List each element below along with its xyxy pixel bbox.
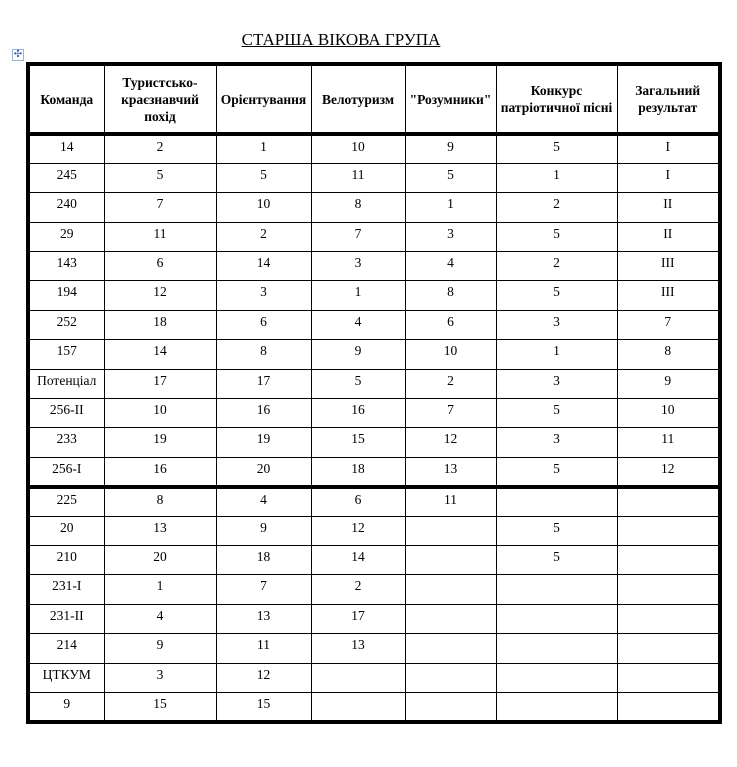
cell-orienteering: 18 (216, 545, 311, 574)
cell-song-contest: 2 (496, 193, 617, 222)
cell-team: 20 (28, 516, 104, 545)
cell-song-contest: 1 (496, 340, 617, 369)
cell-overall: 8 (617, 340, 720, 369)
cell-hike: 1 (104, 575, 216, 604)
cell-hike: 3 (104, 663, 216, 692)
cell-cycling: 18 (311, 457, 405, 486)
cell-cycling: 15 (311, 428, 405, 457)
cell-song-contest: 5 (496, 457, 617, 486)
cell-hike: 9 (104, 634, 216, 663)
cell-overall: II (617, 222, 720, 251)
cell-orienteering: 1 (216, 134, 311, 163)
cell-cycling: 13 (311, 634, 405, 663)
cell-song-contest (496, 604, 617, 633)
table-row (28, 575, 720, 604)
header-row (28, 64, 720, 134)
cell-team: Потенціал (28, 369, 104, 398)
cell-orienteering: 10 (216, 193, 311, 222)
cell-overall (617, 487, 720, 516)
cell-overall: I (617, 134, 720, 163)
cell-quiz (405, 545, 496, 574)
cell-overall: II (617, 193, 720, 222)
cell-song-contest (496, 487, 617, 516)
cell-cycling: 6 (311, 487, 405, 516)
cell-cycling: 17 (311, 604, 405, 633)
header-cycling: Велотуризм (311, 64, 405, 134)
cell-quiz: 12 (405, 428, 496, 457)
cell-team: 233 (28, 428, 104, 457)
cell-quiz: 5 (405, 163, 496, 192)
cell-hike: 8 (104, 487, 216, 516)
cell-hike: 17 (104, 369, 216, 398)
table-row (28, 516, 720, 545)
table-row (28, 545, 720, 574)
cell-song-contest (496, 634, 617, 663)
cell-song-contest: 3 (496, 369, 617, 398)
cell-orienteering: 8 (216, 340, 311, 369)
cell-quiz: 7 (405, 399, 496, 428)
cell-hike: 10 (104, 399, 216, 428)
table-row (28, 487, 720, 516)
cell-overall (617, 692, 720, 721)
cell-quiz: 9 (405, 134, 496, 163)
cell-overall (617, 575, 720, 604)
table-row (28, 428, 720, 457)
header-team: Команда (28, 64, 104, 134)
cell-orienteering: 2 (216, 222, 311, 251)
cell-orienteering: 11 (216, 634, 311, 663)
cell-hike: 16 (104, 457, 216, 486)
cell-hike: 2 (104, 134, 216, 163)
cell-overall: III (617, 252, 720, 281)
cell-hike: 18 (104, 310, 216, 339)
cell-hike: 12 (104, 281, 216, 310)
table-row (28, 399, 720, 428)
cell-team: 194 (28, 281, 104, 310)
cell-cycling: 2 (311, 575, 405, 604)
cell-team: 256-II (28, 399, 104, 428)
cell-orienteering: 7 (216, 575, 311, 604)
cell-quiz: 11 (405, 487, 496, 516)
cell-team: 157 (28, 340, 104, 369)
cell-cycling: 12 (311, 516, 405, 545)
cell-team: ЦТКУМ (28, 663, 104, 692)
cell-hike: 6 (104, 252, 216, 281)
table-row (28, 369, 720, 398)
table-row (28, 663, 720, 692)
cell-cycling: 11 (311, 163, 405, 192)
cell-cycling: 9 (311, 340, 405, 369)
cell-song-contest: 3 (496, 310, 617, 339)
cell-hike: 4 (104, 604, 216, 633)
cell-quiz: 6 (405, 310, 496, 339)
cell-team: 252 (28, 310, 104, 339)
cell-orienteering: 14 (216, 252, 311, 281)
cell-orienteering: 12 (216, 663, 311, 692)
header-overall: Загальний результат (617, 64, 720, 134)
cell-song-contest (496, 692, 617, 721)
cell-hike: 19 (104, 428, 216, 457)
header-quiz: "Розумники" (405, 64, 496, 134)
table-row (28, 134, 720, 163)
cell-song-contest (496, 575, 617, 604)
cell-orienteering: 6 (216, 310, 311, 339)
cell-quiz: 8 (405, 281, 496, 310)
cell-orienteering: 19 (216, 428, 311, 457)
cell-overall: III (617, 281, 720, 310)
cell-cycling (311, 663, 405, 692)
cell-hike: 7 (104, 193, 216, 222)
cell-overall (617, 545, 720, 574)
cell-quiz: 3 (405, 222, 496, 251)
cell-team: 210 (28, 545, 104, 574)
cell-hike: 15 (104, 692, 216, 721)
cell-hike: 20 (104, 545, 216, 574)
cell-overall: 12 (617, 457, 720, 486)
table-body (28, 134, 720, 722)
cell-quiz (405, 692, 496, 721)
cell-orienteering: 16 (216, 399, 311, 428)
move-cross-icon[interactable]: ✣ (13, 49, 23, 60)
cell-overall (617, 634, 720, 663)
cell-team: 29 (28, 222, 104, 251)
cell-team: 240 (28, 193, 104, 222)
cell-team: 14 (28, 134, 104, 163)
cell-orienteering: 3 (216, 281, 311, 310)
cell-quiz: 1 (405, 193, 496, 222)
cell-song-contest: 5 (496, 516, 617, 545)
cell-song-contest: 5 (496, 545, 617, 574)
cell-cycling: 3 (311, 252, 405, 281)
cell-song-contest: 3 (496, 428, 617, 457)
cell-cycling: 16 (311, 399, 405, 428)
cell-cycling: 7 (311, 222, 405, 251)
cell-orienteering: 13 (216, 604, 311, 633)
cell-overall: 9 (617, 369, 720, 398)
cell-team: 214 (28, 634, 104, 663)
cell-team: 231-II (28, 604, 104, 633)
document-title: СТАРША ВІКОВА ГРУПА (241, 30, 441, 49)
cell-overall: 7 (617, 310, 720, 339)
table-row (28, 163, 720, 192)
cell-cycling: 14 (311, 545, 405, 574)
cell-song-contest (496, 663, 617, 692)
cell-quiz: 4 (405, 252, 496, 281)
table-row (28, 340, 720, 369)
cell-cycling: 5 (311, 369, 405, 398)
cell-hike: 14 (104, 340, 216, 369)
cell-overall (617, 663, 720, 692)
cell-team: 9 (28, 692, 104, 721)
cell-cycling: 8 (311, 193, 405, 222)
cell-orienteering: 20 (216, 457, 311, 486)
header-hike: Туристсько-краєзнавчий похід (104, 64, 216, 134)
header-song-contest: Конкурс патріотичної пісні (496, 64, 617, 134)
cell-team: 256-I (28, 457, 104, 486)
cell-song-contest: 5 (496, 222, 617, 251)
table-row (28, 604, 720, 633)
cell-song-contest: 1 (496, 163, 617, 192)
table-row (28, 193, 720, 222)
cell-song-contest: 2 (496, 252, 617, 281)
cell-song-contest: 5 (496, 399, 617, 428)
cell-cycling (311, 692, 405, 721)
table-row (28, 692, 720, 721)
cell-cycling: 4 (311, 310, 405, 339)
cell-quiz (405, 575, 496, 604)
cell-team: 245 (28, 163, 104, 192)
cell-orienteering: 9 (216, 516, 311, 545)
cell-quiz: 2 (405, 369, 496, 398)
cell-cycling: 10 (311, 134, 405, 163)
cell-song-contest: 5 (496, 281, 617, 310)
cell-hike: 13 (104, 516, 216, 545)
cell-quiz (405, 663, 496, 692)
cell-song-contest: 5 (496, 134, 617, 163)
cell-team: 231-I (28, 575, 104, 604)
table-row (28, 634, 720, 663)
cell-quiz (405, 516, 496, 545)
cell-overall: 11 (617, 428, 720, 457)
results-table (26, 62, 722, 724)
cell-cycling: 1 (311, 281, 405, 310)
cell-overall (617, 516, 720, 545)
cell-hike: 5 (104, 163, 216, 192)
cell-orienteering: 4 (216, 487, 311, 516)
table-row (28, 222, 720, 251)
cell-orienteering: 17 (216, 369, 311, 398)
cell-hike: 11 (104, 222, 216, 251)
table-row (28, 252, 720, 281)
table-row (28, 281, 720, 310)
cell-quiz (405, 634, 496, 663)
cell-team: 143 (28, 252, 104, 281)
cell-overall (617, 604, 720, 633)
cell-quiz: 10 (405, 340, 496, 369)
cell-overall: I (617, 163, 720, 192)
table-row (28, 457, 720, 486)
cell-quiz: 13 (405, 457, 496, 486)
cell-orienteering: 5 (216, 163, 311, 192)
table-row (28, 310, 720, 339)
cell-orienteering: 15 (216, 692, 311, 721)
cell-quiz (405, 604, 496, 633)
cell-team: 225 (28, 487, 104, 516)
header-orienteering: Орієнтування (216, 64, 311, 134)
cell-overall: 10 (617, 399, 720, 428)
